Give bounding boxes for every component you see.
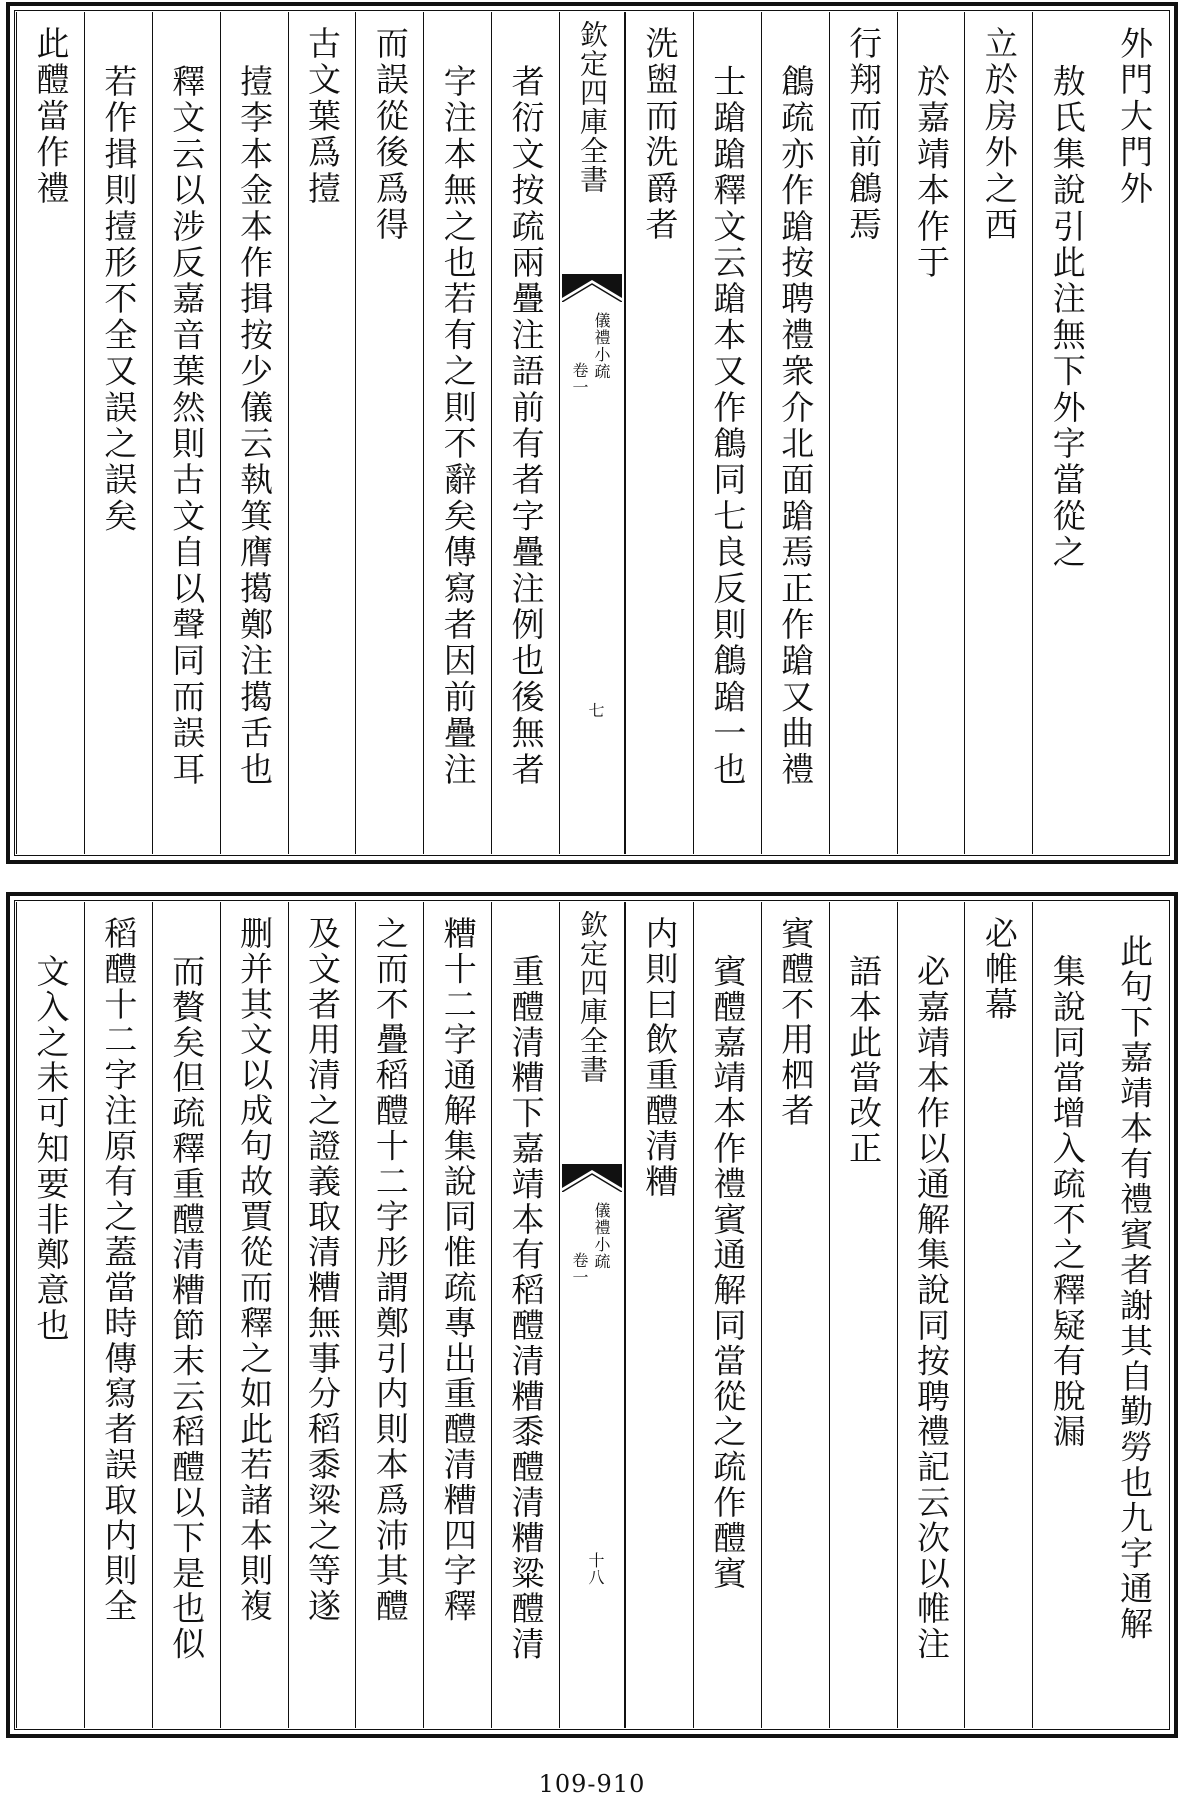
column-text: 士蹌蹌釋文云蹌本又作鶬同七良反則鶬蹌一也 <box>708 64 748 788</box>
top-left-column-8 <box>16 12 84 854</box>
column-text: 及文者用清之證義取清糟無事分稻黍粱之等遂 <box>302 916 342 1624</box>
bottom-left-column-1 <box>491 902 559 1728</box>
column-text: 行翔而前鶬焉 <box>844 26 884 244</box>
column-text: 必帷幕 <box>979 916 1019 1023</box>
column-text: 重醴清糟下嘉靖本有稻醴清糟黍醴清糟粱醴清 <box>506 954 546 1662</box>
column-text: 字注本無之也若有之則不辭矣傳寫者因前疊注 <box>438 64 478 788</box>
top-spine-fishtail <box>559 12 625 854</box>
top-right-column-7 <box>693 12 761 854</box>
column-text: 稻醴十二字注原有之蓋當時傳寫者誤取内則全 <box>99 916 139 1624</box>
top-right-column-3 <box>964 12 1032 854</box>
column-text: 文入之未可知要非鄭意也 <box>31 954 71 1344</box>
column-text: 敖氏集說引此注無下外字當從之 <box>1047 64 1087 571</box>
top-page-columns <box>16 12 1168 854</box>
column-text: 必嘉靖本作以通解集說同按聘禮記云次以帷注 <box>911 954 951 1662</box>
top-right-column-4 <box>897 12 965 854</box>
bottom-spine-leaf-number: 十八 <box>586 1552 605 1586</box>
column-text: 語本此當改正 <box>844 954 884 1167</box>
bottom-right-column-1 <box>1100 902 1168 1728</box>
column-text: 鶬疏亦作蹌按聘禮衆介北面蹌焉正作蹌又曲禮 <box>776 64 816 788</box>
bottom-spine-book-title: 欽定四庫全書 <box>576 910 609 1084</box>
bottom-left-column-8 <box>16 902 84 1728</box>
top-left-column-2 <box>423 12 491 854</box>
bottom-page-frame <box>6 892 1178 1738</box>
column-text: 於嘉靖本作于 <box>911 64 951 282</box>
column-text: 撎李本金本作揖按少儀云執箕膺擖鄭注擖舌也 <box>235 64 275 788</box>
bottom-left-column-6 <box>152 902 220 1728</box>
page-number: 109-910 <box>538 1770 646 1798</box>
bottom-spine-fishtail <box>559 902 625 1728</box>
top-page-frame <box>6 2 1178 864</box>
top-left-column-4 <box>288 12 356 854</box>
bottom-right-column-4 <box>897 902 965 1728</box>
top-spine-leaf-number: 七 <box>586 702 605 719</box>
top-right-column-8 <box>625 12 693 854</box>
bottom-spine-chapter: 卷一 <box>570 1252 589 1286</box>
bottom-left-column-3 <box>355 902 423 1728</box>
column-text: 而誤從後爲得 <box>370 26 410 244</box>
top-spine-volume: 儀禮小疏 <box>592 312 611 380</box>
top-right-column-5 <box>829 12 897 854</box>
top-spine-book-title: 欽定四庫全書 <box>576 20 609 194</box>
bottom-right-column-7 <box>693 902 761 1728</box>
column-text: 之而不疊稻醴十二字彤謂鄭引内則本爲沛其醴 <box>370 916 410 1624</box>
bottom-left-column-2 <box>423 902 491 1728</box>
bottom-right-column-8 <box>625 902 693 1728</box>
column-text: 釋文云以涉反嘉音葉然則古文自以聲同而誤耳 <box>167 64 207 788</box>
top-spine-chapter: 卷一 <box>570 362 589 396</box>
top-right-column-6 <box>761 12 829 854</box>
column-text: 立於房外之西 <box>979 26 1019 244</box>
column-text: 若作揖則撎形不全又誤之誤矣 <box>99 64 139 535</box>
bottom-left-column-5 <box>220 902 288 1728</box>
top-left-column-7 <box>84 12 152 854</box>
column-text: 而贅矣但疏釋重醴清糟節末云稻醴以下是也似 <box>167 954 207 1662</box>
column-text: 内則曰飲重醴清糟 <box>640 916 680 1200</box>
bottom-spine-volume: 儀禮小疏 <box>592 1202 611 1270</box>
column-text: 外門大門外 <box>1115 26 1155 207</box>
bottom-fishtail-mark <box>562 1164 622 1192</box>
column-text: 古文葉爲撎 <box>302 26 342 207</box>
column-text: 者衍文按疏兩疊注語前有者字疊注例也後無者 <box>506 64 546 788</box>
bottom-right-column-5 <box>829 902 897 1728</box>
top-fishtail-mark <box>562 274 622 302</box>
top-right-column-1 <box>1100 12 1168 854</box>
bottom-right-column-2 <box>1032 902 1100 1728</box>
top-right-column-2 <box>1032 12 1100 854</box>
bottom-left-column-4 <box>288 902 356 1728</box>
bottom-page-columns <box>16 902 1168 1728</box>
column-text: 删并其文以成句故賈從而釋之如此若諸本則複 <box>235 916 275 1624</box>
column-text: 賓醴不用柶者 <box>776 916 816 1129</box>
top-left-column-1 <box>491 12 559 854</box>
top-left-column-5 <box>220 12 288 854</box>
column-text: 糟十二字通解集說同惟疏專出重醴清糟四字釋 <box>438 916 478 1624</box>
column-text: 此句下嘉靖本有禮賓者謝其自勤勞也九字通解 <box>1115 934 1155 1642</box>
column-text: 洗盥而洗爵者 <box>640 26 680 244</box>
column-text: 此醴當作禮 <box>31 26 71 207</box>
bottom-left-column-7 <box>84 902 152 1728</box>
column-text: 賓醴嘉靖本作禮賓通解同當從之疏作醴賓 <box>708 954 748 1592</box>
bottom-right-column-6 <box>761 902 829 1728</box>
top-left-column-3 <box>355 12 423 854</box>
column-text: 集說同當增入疏不之釋疑有脫漏 <box>1047 954 1087 1450</box>
top-left-column-6 <box>152 12 220 854</box>
bottom-right-column-3 <box>964 902 1032 1728</box>
